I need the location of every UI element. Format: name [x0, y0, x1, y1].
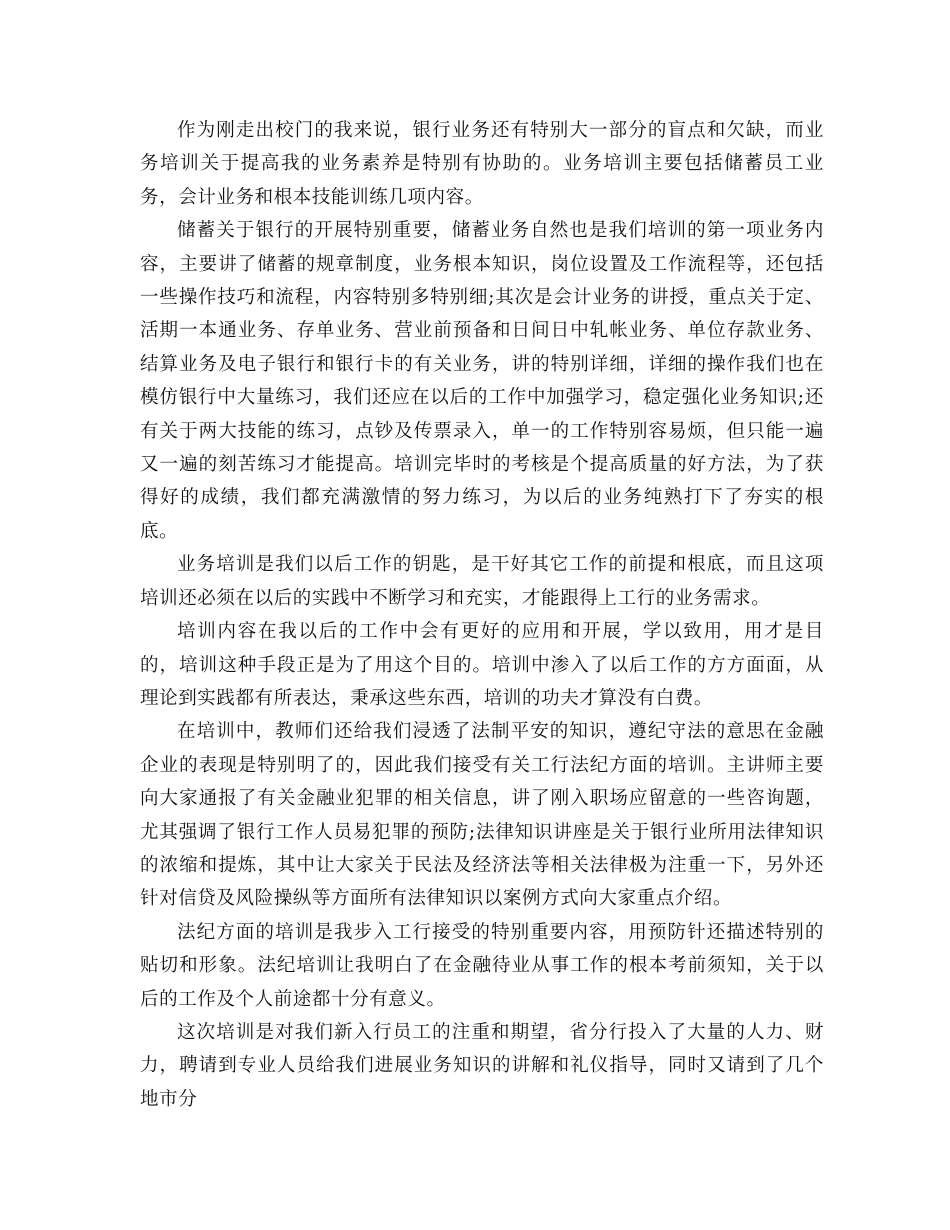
paragraph-3: 业务培训是我们以后工作的钥匙，是干好其它工作的前提和根底，而且这项培训还必须在以后的实践中不断学习和充实，才能跟得上工行的业务需求。 — [140, 554, 824, 609]
paragraph-5: 在培训中，教师们还给我们浸透了法制平安的知识，遵纪守法的意思在金融企业的表现是特别明了的，因此我们接受有关工行法纪方面的培训。主讲师主要向大家通报了有关金融业犯罪的相关信息，讲了刚入职场应留意的一些咨询题，尤其强调了银行工作人员易犯罪的预防;法律知识讲座是关于银行业所用法律知识的浓缩和提炼，其中让大家关于民法及经济法等相关法律极为注重一下，另外还针对信贷及风险操纵等方面所有法律知识以案例方式向大家重点介绍。 — [140, 721, 824, 910]
paragraph-4: 培训内容在我以后的工作中会有更好的应用和开展，学以致用，用才是目的，培训这种手段正是为了用这个目的。培训中渗入了以后工作的方方面面，从理论到实践都有所表达，秉承这些东西，培训的功夫才算没有白费。 — [140, 621, 824, 709]
paragraph-6: 法纪方面的培训是我步入工行接受的特别重要内容，用预防针还描述特别的贴切和形象。法纪培训让我明白了在金融待业从事工作的根本考前须知，关于以后的工作及个人前途都十分有意义。 — [140, 921, 824, 1010]
paragraph-1: 作为刚走出校门的我来说，银行业务还有特别大一部分的盲点和欠缺，而业务培训关于提高我的业务素养是特别有协助的。业务培训主要包括储蓄员工业务，会计业务和根本技能训练几项内容。 — [140, 120, 824, 208]
paragraph-7: 这次培训是对我们新入行员工的注重和期望，省分行投入了大量的人力、财力，聘请到专业人员给我们进展业务知识的讲解和礼仪指导，同时又请到了几个地市分 — [140, 1021, 824, 1110]
paragraph-2: 储蓄关于银行的开展特别重要，储蓄业务自然也是我们培训的第一项业务内容，主要讲了储蓄的规章制度，业务根本知识，岗位设置及工作流程等，还包括一些操作技巧和流程，内容特别多特别细;其次是会计业务的讲授，重点关于定、活期一本通业务、存单业务、营业前预备和日间日中轧帐业务、单位存款业务、结算业务及电子银行和银行卡的有关业务，讲的特别详细，详细的操作我们也在模仿银行中大量练习，我们还应在以后的工作中加强学习，稳定强化业务知识;还有关于两大技能的练习，点钞及传票录入，单一的工作特别容易烦，但只能一遍又一遍的刻苦练习才能提高。培训完毕时的考核是个提高质量的好方法，为了获得好的成绩，我们都充满激情的努力练习，为以后的业务纯熟打下了夯实的根底。 — [140, 220, 824, 542]
document-body — [140, 114, 824, 1116]
